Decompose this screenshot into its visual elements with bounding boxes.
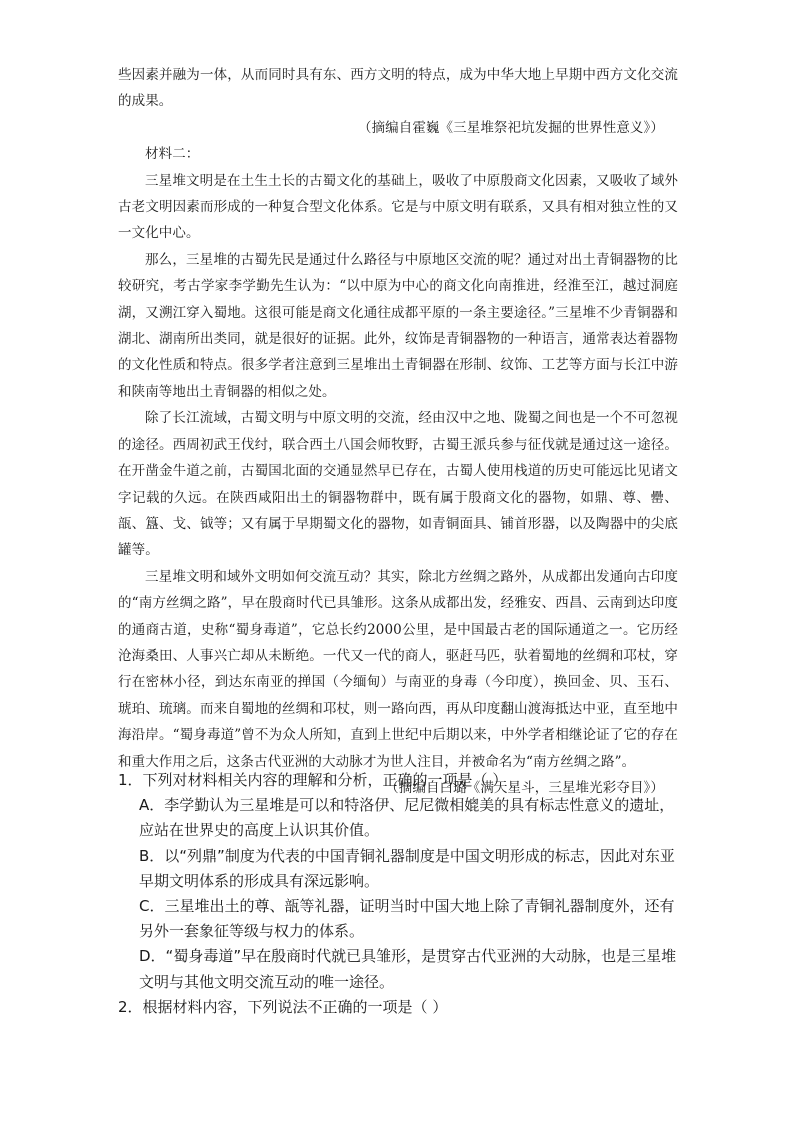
option-d-text: D．“蜀身毒道”早在殷商时代就已具雏形，是贯穿古代亚洲的大动脉，也是三星堆文明与其他文明交流互动的唯一途径。 (139, 947, 677, 991)
question-1-option-a[interactable] (118, 793, 683, 843)
question-1-option-b[interactable] (118, 844, 683, 894)
paragraph-3: 除了长江流域，古蜀文明与中原文明的交流，经由汉中之地、陇蜀之间也是一个不可忽视的途径。西周初武王伐纣，联合西土八国会师牧野，古蜀王派兵参与征伐就是通过这一途径。在开凿金牛道之前，古蜀国北面的交通显然早已存在，古蜀人使用栈道的历史可能远比见诸文字记载的久远。在陕西咸阳出土的铜器物群中，既有属于殷商文化的器物，如鼎、尊、罍、瓿、簋、戈、钺等；又有属于早期蜀文化的器物，如青铜面具、铺首形器，以及陶器中的尖底罐等。 (118, 410, 678, 559)
paragraph-continued: 些因素并融为一体，从而同时具有东、西方文明的特点，成为中华大地上早期中西方文化交流的成果。 (118, 67, 678, 110)
paragraph-4: 三星堆文明和域外文明如何交流互动？其实，除北方丝绸之路外，从成都出发通向古印度的“南方丝绸之路”，早在殷商时代已具雏形。这条从成都出发，经雅安、西昌、云南到达印度的通商古道，史称“蜀身毒道”，它总长约2000公里，是中国最古老的国际通道之一。它历经沧海桑田、人事兴亡却从未断绝。一代又一代的商人，驱赶马匹，驮着蜀地的丝绸和邛杖，穿行在密林小径，到达东南亚的掸国（今缅甸）与南亚的身毒（今印度），换回金、贝、玉石、琥珀、琉璃。而来自蜀地的丝绸和邛杖，则一路向西，再从印度翻山渡海抵达中亚，直至地中海沿岸。“蜀身毒道”曾不为众人所知，直到上世纪中后期以来，中外学者相继论证了它的存在和重大作用之后，这条古代亚洲的大动脉才为世人注目，并被命名为“南方丝绸之路”。 (118, 568, 678, 770)
option-a-text: A．李学勤认为三星堆是可以和特洛伊、尼尼微相媲美的具有标志性意义的遗址，应站在世界史的高度上认识其价值。 (139, 796, 675, 840)
question-1 (118, 768, 683, 995)
paragraph-2: 那么，三星堆的古蜀先民是通过什么路径与中原地区交流的呢？通过对出土青铜器物的比较研究，考古学家李学勤先生认为：“以中原为中心的商文化向南推进，经淮至江，越过洞庭湖，又溯江穿入蜀地。这很可能是商文化通往成都平原的一条主要途径。”三星堆不少青铜器和湖北、湖南所出类同，就是很好的证据。此外，纹饰是青铜器物的一种语言，通常表达着器物的文化性质和特点。很多学者注意到三星堆出土青铜器在形制、纹饰、工艺等方面与长江中游和陕南等地出土青铜器的相似之处。 (118, 251, 678, 400)
question-2-stem: 2．根据材料内容，下列说法不正确的一项是（ ） (118, 997, 448, 1016)
option-c-text: C．三星堆出土的尊、瓿等礼器，证明当时中国大地上除了青铜礼器制度外，还有另外一套象征等级与权力的体系。 (139, 897, 675, 941)
question-1-option-d[interactable] (118, 944, 683, 994)
source-citation-2: （摘编自白璐《满天星斗，三星堆光彩夺目》） (385, 779, 664, 796)
question-2 (118, 995, 683, 1020)
questions-section (118, 768, 683, 1020)
source-citation-1: （摘编自霍巍《三星堆祭祀坑发掘的世界性意义》） (357, 119, 664, 136)
paragraph-1: 三星堆文明是在土生土长的古蜀文化的基础上，吸收了中原殷商文化因素，又吸收了域外古老文明因素而形成的一种复合型文化体系。它是与中原文明有联系，又具有相对独立性的又一文化中心。 (118, 172, 678, 242)
option-b-text: B．以“列鼎”制度为代表的中国青铜礼器制度是中国文明形成的标志，因此对东亚早期文明体系的形成具有深远影响。 (139, 846, 675, 890)
question-1-stem: 1．下列对材料相关内容的理解和分析，正确的一项是（ ） (118, 771, 508, 789)
material-two-label: 材料二： (145, 146, 200, 163)
question-1-option-c[interactable] (118, 894, 683, 944)
reading-passage (118, 62, 678, 801)
